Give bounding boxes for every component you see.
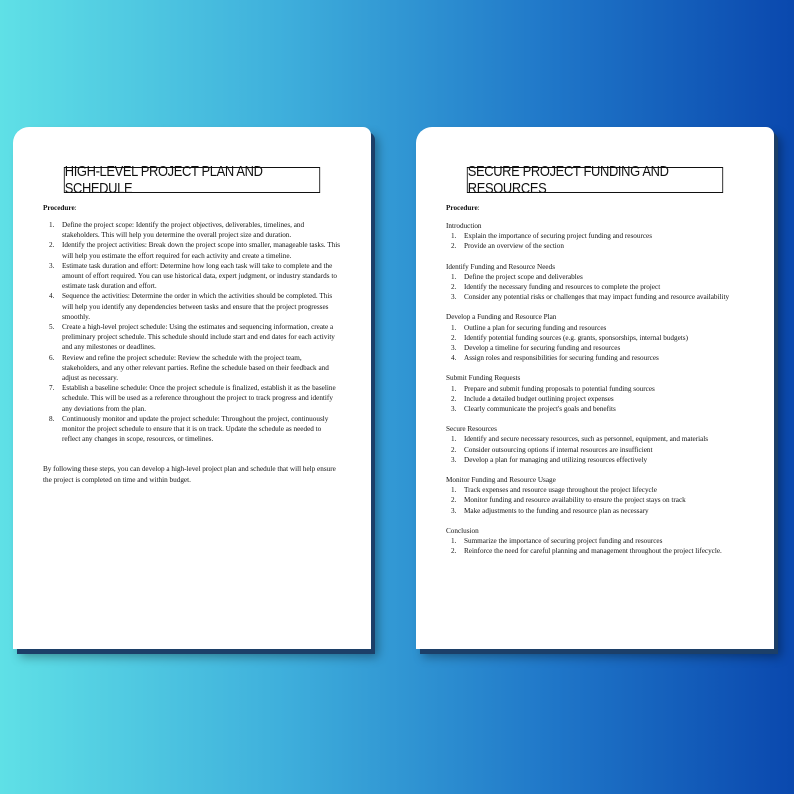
page-title: SECURE PROJECT FUNDING AND RESOURCES [467, 167, 723, 193]
procedure-label: Procedure: [446, 204, 480, 212]
item-text: Identify potential funding sources (e.g. grants, sponsorships, internal budgets) [464, 333, 688, 342]
section-item [451, 282, 744, 292]
section-item-list [446, 231, 744, 251]
step-text: Sequence the activities: Determine the order in which the activities should be completed. This will help you identify any dependencies between tasks and ensure that the project progresses smoothly. [62, 292, 333, 321]
item-number: 3. [451, 344, 457, 353]
item-text: Outline a plan for securing funding and resources [464, 323, 607, 332]
item-number: 1. [451, 323, 457, 332]
section-item [451, 495, 744, 505]
procedure-step [49, 240, 341, 260]
section-item [451, 353, 744, 363]
item-text: Identify and secure necessary resources, such as personnel, equipment, and materials [464, 435, 709, 444]
item-text: Develop a plan for managing and utilizing resources effectively [464, 455, 648, 464]
item-text: Reinforce the need for careful planning and management throughout the project lifecycle. [464, 547, 722, 556]
section-item [451, 434, 744, 444]
item-number: 2. [451, 547, 457, 556]
section-item [451, 445, 744, 455]
section-title: Identify Funding and Resource Needs [446, 262, 555, 271]
section-item [451, 241, 744, 251]
left-document-page [13, 127, 371, 649]
section-title: Introduction [446, 222, 482, 230]
item-number: 3. [451, 455, 457, 464]
section-item-list [446, 536, 744, 556]
item-number: 3. [451, 506, 457, 515]
procedure-section [446, 475, 744, 516]
procedure-section [446, 312, 744, 363]
item-text: Clearly communicate the project's goals and benefits [464, 405, 616, 414]
section-title: Secure Resources [446, 425, 497, 434]
item-number: 3. [451, 293, 457, 302]
item-text: Monitor funding and resource availability to ensure the project stays on track [464, 496, 686, 505]
section-item [451, 292, 744, 302]
step-number: 3. [49, 261, 55, 270]
item-text: Consider any potential risks or challenges that may impact funding and resource availability [464, 293, 730, 302]
section-title: Develop a Funding and Resource Plan [446, 313, 557, 322]
section-title: Submit Funding Requests [446, 374, 521, 383]
item-number: 2. [451, 445, 457, 454]
section-title: Conclusion [446, 526, 479, 535]
section-item [451, 485, 744, 495]
step-number: 7. [49, 384, 55, 393]
procedure-step [49, 353, 341, 384]
procedure-step [49, 414, 341, 445]
section-item [451, 384, 744, 394]
item-number: 2. [451, 242, 457, 251]
item-number: 1. [451, 232, 457, 241]
item-number: 3. [451, 405, 457, 414]
section-item-list [446, 384, 744, 415]
step-text: Define the project scope: Identify the project objectives, deliverables, timelines, and stakeholders. This will help you determine the overall project size and duration. [62, 221, 305, 240]
section-title: Monitor Funding and Resource Usage [446, 476, 556, 485]
procedure-section [446, 262, 744, 303]
step-number: 2. [49, 241, 55, 250]
procedure-step [49, 322, 341, 353]
section-item [451, 394, 744, 404]
item-text: Prepare and submit funding proposals to potential funding sources [464, 384, 655, 393]
item-number: 4. [451, 354, 457, 363]
procedure-section [446, 221, 744, 252]
step-number: 1. [49, 221, 55, 229]
section-item [451, 404, 744, 414]
item-text: Define the project scope and deliverables [464, 272, 583, 281]
item-number: 2. [451, 394, 457, 403]
step-text: Continuously monitor and update the project schedule: Throughout the project, continuously monitor the project schedule to ensure that it is on track. Update the schedule as needed to reflect any changes in scope, resources, or timelines. [62, 414, 329, 444]
procedure-step [49, 291, 341, 322]
item-number: 1. [451, 384, 457, 393]
item-number: 2. [451, 333, 457, 342]
procedure-label: Procedure: [43, 204, 77, 212]
item-text: Summarize the importance of securing project funding and resources [464, 537, 663, 546]
item-number: 2. [451, 496, 457, 505]
section-item-list [446, 272, 744, 303]
procedure-section [446, 424, 744, 465]
item-text: Explain the importance of securing project funding and resources [464, 232, 653, 241]
item-text: Identify the necessary funding and resources to complete the project [464, 283, 661, 292]
section-item-list [446, 434, 744, 465]
step-text: Estimate task duration and effort: Determine how long each task will take to complete and the amount of effort required. You can use historical data, expert judgment, or industry standards to estimate task duration and effort. [62, 261, 337, 291]
step-number: 8. [49, 414, 55, 423]
procedure-section [446, 373, 744, 414]
page-title: HIGH-LEVEL PROJECT PLAN AND SCHEDULE [64, 167, 320, 193]
item-text: Develop a timeline for securing funding and resources [464, 344, 621, 353]
item-text: Consider outsourcing options if internal resources are insufficient [464, 445, 653, 454]
summary-paragraph: By following these steps, you can develop a high-level project plan and schedule that will help ensure the project is completed on time and within budget. [43, 465, 336, 484]
right-document-page [416, 127, 774, 649]
section-item [451, 323, 744, 333]
section-item [451, 333, 744, 343]
procedure-sections [446, 221, 744, 556]
section-item [451, 272, 744, 282]
procedure-step [49, 261, 341, 292]
section-item [451, 506, 744, 516]
step-text: Review and refine the project schedule: Review the schedule with the project team, stakeholders, and any other relevant parties. Refine the schedule based on their feedback and adjust as necessary. [62, 353, 329, 383]
section-item [451, 231, 744, 241]
item-text: Provide an overview of the section [464, 242, 564, 251]
section-item [451, 455, 744, 465]
item-number: 2. [451, 283, 457, 292]
section-item-list [446, 485, 744, 516]
procedure-steps-list [43, 220, 341, 444]
item-text: Make adjustments to the funding and resource plan as necessary [464, 506, 649, 515]
procedure-section [446, 526, 744, 557]
step-text: Create a high-level project schedule: Using the estimates and sequencing information, create a preliminary project schedule. This schedule should include start and end dates for each activity and any milestones or deadlines. [62, 323, 335, 352]
section-item [451, 343, 744, 353]
procedure-step [49, 220, 341, 240]
step-text: Establish a baseline schedule: Once the project schedule is finalized, establish it as the baseline schedule. This will be used as a reference throughout the project to track progress and identify any deviations from the plan. [62, 384, 336, 413]
item-number: 1. [451, 272, 457, 281]
item-number: 1. [451, 537, 457, 546]
section-item-list [446, 323, 744, 364]
step-number: 5. [49, 323, 55, 332]
item-text: Assign roles and responsibilities for securing funding and resources [464, 354, 659, 363]
procedure-step [49, 383, 341, 414]
step-number: 6. [49, 353, 55, 362]
item-number: 1. [451, 486, 457, 495]
section-item [451, 536, 744, 546]
step-number: 4. [49, 292, 55, 301]
item-number: 1. [451, 435, 457, 444]
section-item [451, 546, 744, 556]
item-text: Include a detailed budget outlining project expenses [464, 394, 614, 403]
step-text: Identify the project activities: Break down the project scope into smaller, manageable tasks. This will help you estimate the effort required for each activity and create a timeline. [62, 241, 341, 260]
item-text: Track expenses and resource usage throughout the project lifecycle [464, 486, 657, 495]
